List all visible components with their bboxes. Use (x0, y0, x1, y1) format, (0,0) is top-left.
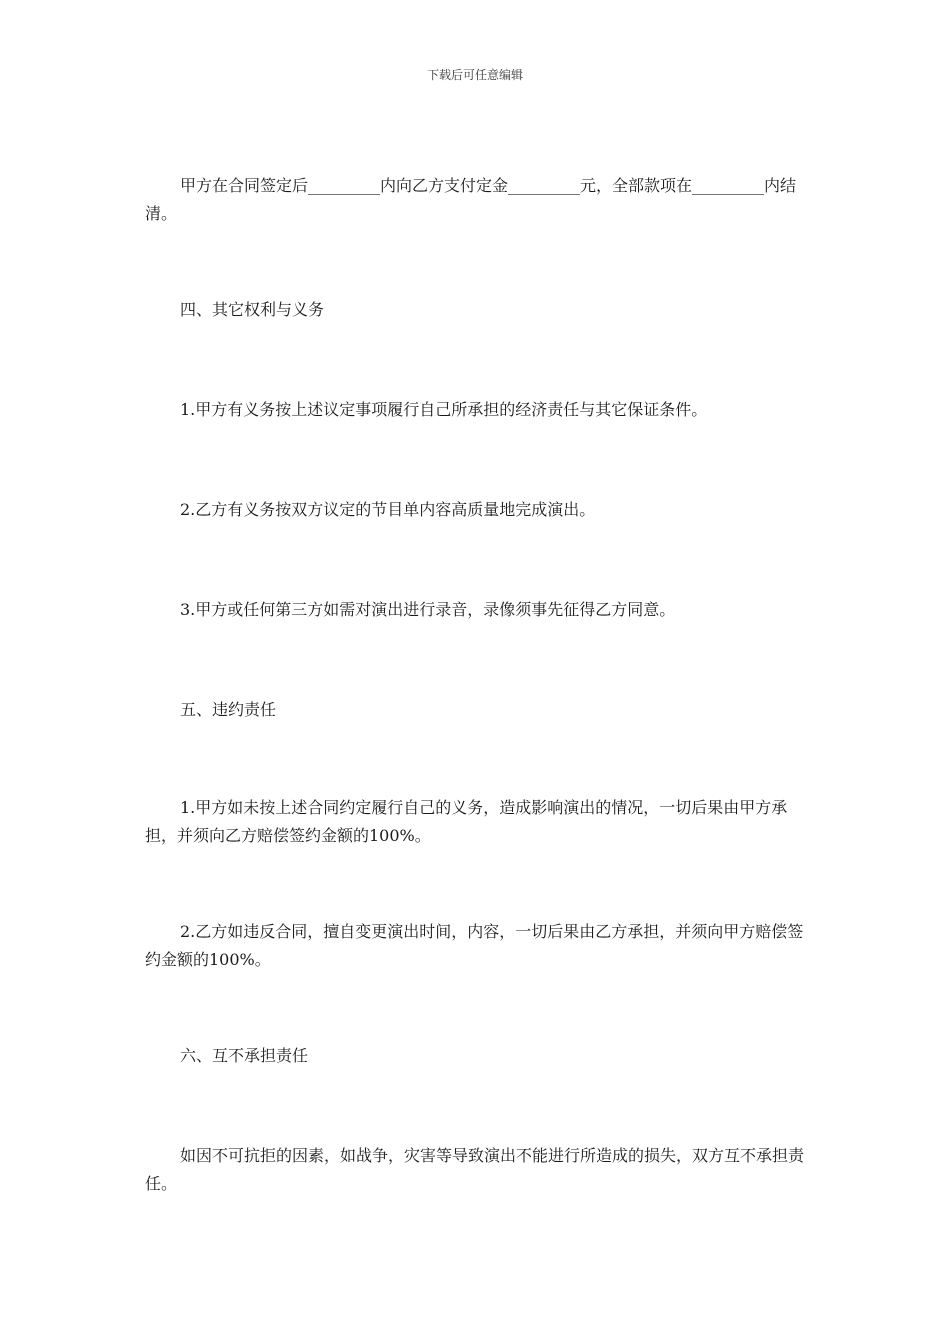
payment-clause: 甲方在合同签定后_________内向乙方支付定金_________元，全部款项在_________内结清。 (145, 176, 797, 223)
section-4-item-2: 2.乙方有义务按双方议定的节目单内容高质量地完成演出。 (180, 500, 596, 519)
section-4-item-3: 3.甲方或任何第三方如需对演出进行录音，录像须事先征得乙方同意。 (180, 600, 676, 619)
section-5-item-1: 1.甲方如未按上述合同约定履行自己的义务，造成影响演出的情况，一切后果由甲方承担，并须向乙方赔偿签约金额的100%。 (145, 798, 788, 845)
section-5-item-2: 2.乙方如违反合同，擅自变更演出时间，内容，一切后果由乙方承担，并须向甲方赔偿签约金额的100%。 (145, 922, 804, 969)
section-4-heading: 四、其它权利与义务 (180, 300, 325, 319)
section-6-body: 如因不可抗拒的因素，如战争，灾害等导致演出不能进行所造成的损失，双方互不承担责任。 (145, 1146, 805, 1193)
section-5-heading: 五、违约责任 (180, 700, 277, 719)
page-header: 下载后可任意编辑 (426, 68, 523, 82)
section-4-item-1: 1.甲方有义务按上述议定事项履行自己所承担的经济责任与其它保证条件。 (180, 400, 708, 419)
section-6-heading: 六、互不承担责任 (180, 1046, 309, 1065)
